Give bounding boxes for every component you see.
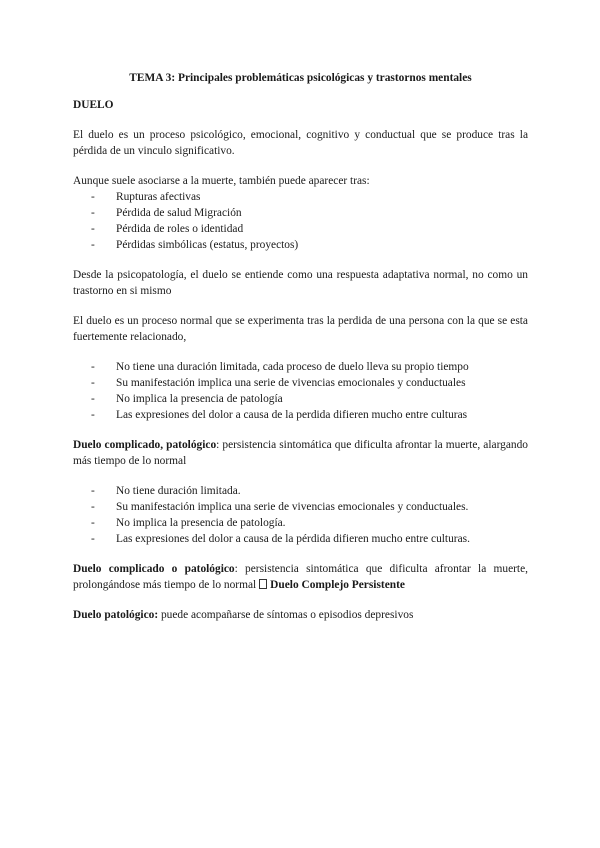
list-item: - No tiene duración limitada. <box>89 483 528 499</box>
list-item: - Pérdida de salud Migración <box>89 205 528 221</box>
list-normal-grief <box>73 359 528 423</box>
term-bold: Duelo complicado o patológico <box>73 563 235 575</box>
term-definition: puede acompañarse de síntomas o episodios depresivos <box>158 609 414 621</box>
list-item: - Pérdidas simbólicas (estatus, proyectos) <box>89 237 528 253</box>
list-item: - Las expresiones del dolor a causa de la pérdida difieren mucho entre culturas. <box>89 531 528 547</box>
term-definition: : persistencia sintomática que dificulta afrontar la muerte, prolongándose más tiempo de lo normal <box>73 563 529 591</box>
list-item: - Las expresiones del dolor a causa de la perdida difieren mucho entre culturas <box>89 407 528 423</box>
paragraph-persistent-grief <box>73 561 528 593</box>
paragraph-psychopathology: Desde la psicopatología, el duelo se entiende como una respuesta adaptativa normal, no como un trastorno en si mismo <box>73 269 528 297</box>
list-item: - No implica la presencia de patología <box>89 391 528 407</box>
list-item: - No tiene una duración limitada, cada proceso de duelo lleva su propio tiempo <box>89 359 528 375</box>
page-title: TEMA 3: Principales problemáticas psicológicas y trastornos mentales <box>129 72 472 84</box>
list-item: - Pérdida de roles o identidad <box>89 221 528 237</box>
arrow-icon <box>259 579 267 589</box>
list-item: - Rupturas afectivas <box>89 189 528 205</box>
term-bold: Duelo patológico: <box>73 609 159 621</box>
paragraph-pathological-grief <box>73 607 528 623</box>
term-bold: Duelo complicado, patológico <box>73 439 217 451</box>
list-item: - No implica la presencia de patología. <box>89 515 528 531</box>
term-definition: : persistencia sintomática que dificulta afrontar la muerte, alargando más tiempo de lo normal <box>73 439 529 467</box>
paragraph-intro-list: Aunque suele asociarse a la muerte, también puede aparecer tras: <box>73 175 370 187</box>
list-item: - Su manifestación implica una serie de vivencias emocionales y conductuales <box>89 375 528 391</box>
section-heading: DUELO <box>73 99 114 111</box>
paragraph-normal-grief: El duelo es un proceso normal que se experimenta tras la perdida de una persona con la que se esta fuertemente relacionado, <box>73 315 528 343</box>
list-item: - Su manifestación implica una serie de vivencias emocionales y conductuales. <box>89 499 528 515</box>
paragraph-definition: El duelo es un proceso psicológico, emocional, cognitivo y conductual que se produce tras la pérdida de un vinculo significativo. <box>73 129 528 157</box>
list-complicated-grief <box>73 483 528 547</box>
term-bold-end: Duelo Complejo Persistente <box>270 579 405 591</box>
paragraph-complicated-grief <box>73 437 528 469</box>
list-causes <box>73 189 528 253</box>
